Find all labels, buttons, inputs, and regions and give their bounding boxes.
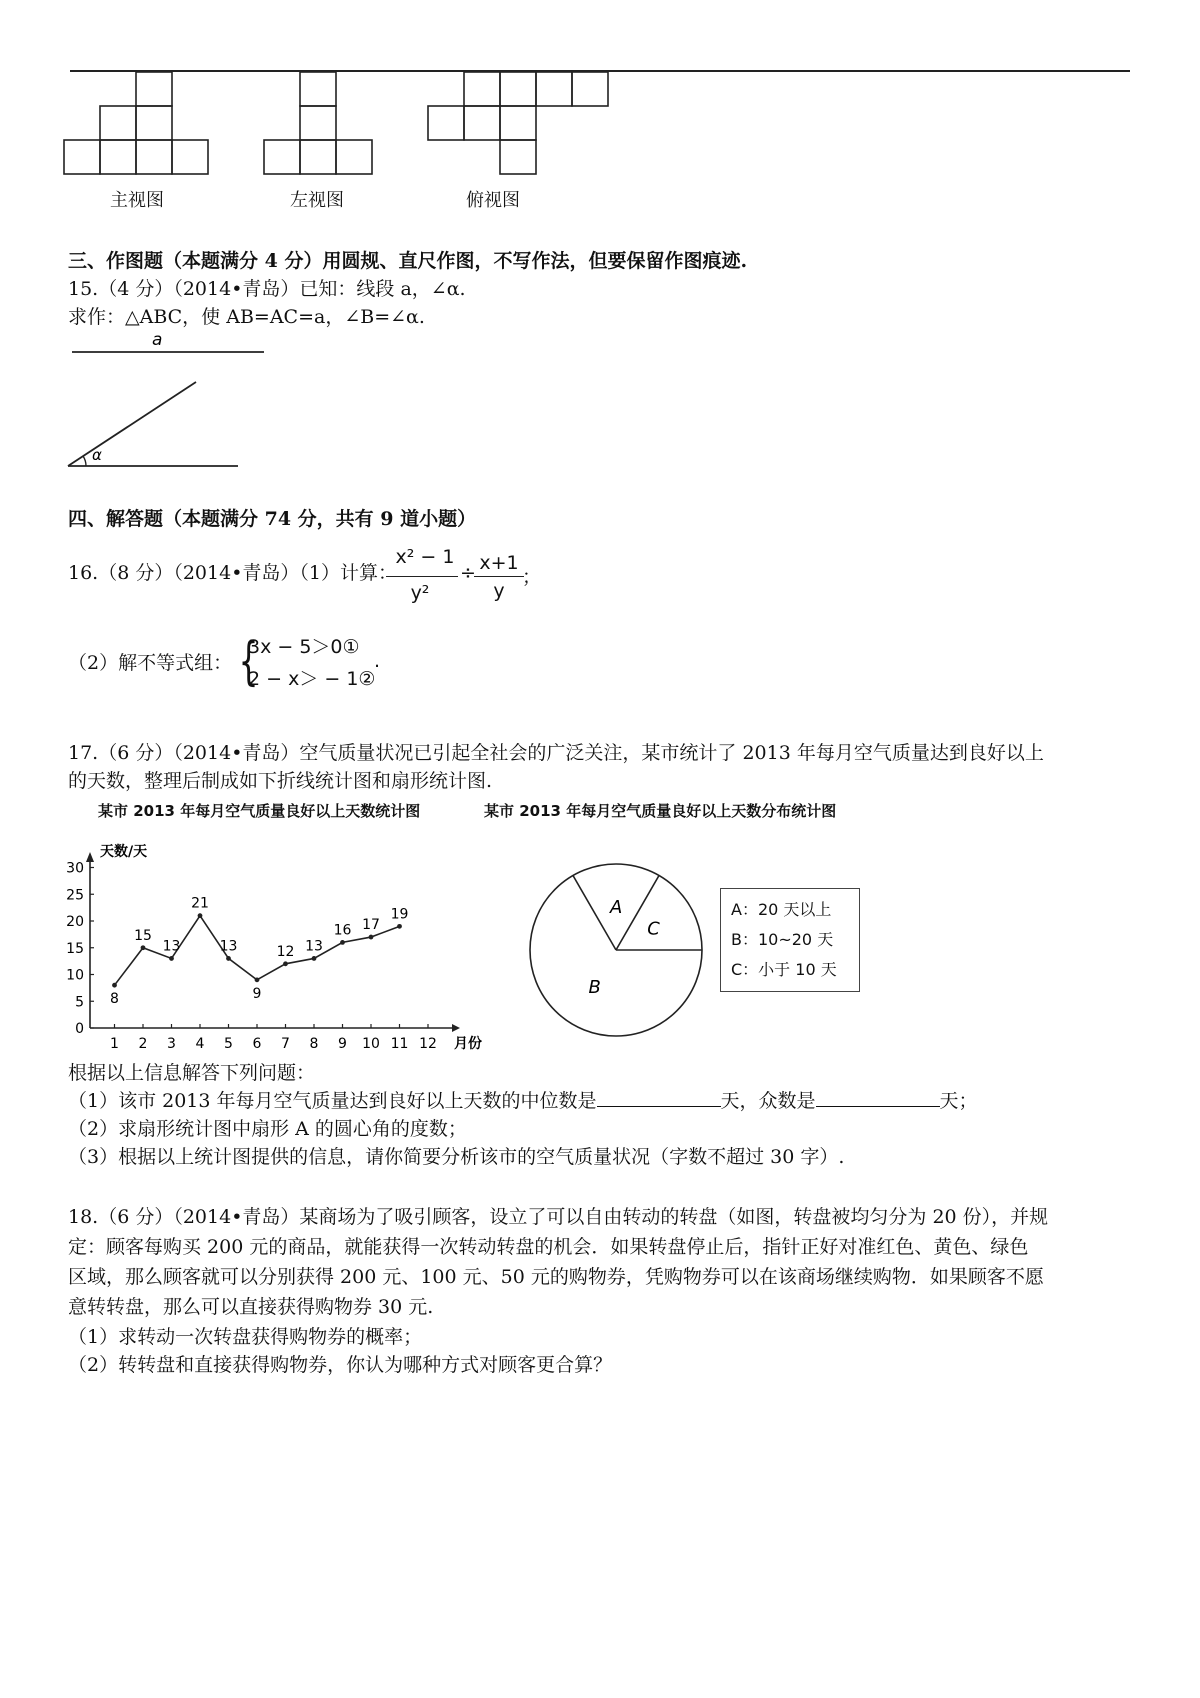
q18-line4: 意转转盘，那么可以直接获得购物券 30 元.: [68, 1296, 434, 1318]
q16-part2: （2）解不等式组：: [68, 652, 233, 674]
data-label: 8: [110, 991, 119, 1008]
q16-ineq2: 2 − x＞ − 1②: [248, 668, 376, 690]
pie-chart-title: 某市 2013 年每月空气质量良好以上天数分布统计图: [484, 802, 837, 820]
angle-label: α: [92, 446, 102, 464]
q18-sub2: （2）转转盘和直接获得购物券，你认为哪种方式对顾客更合算？: [68, 1354, 613, 1376]
x-tick-label: 10: [362, 1036, 380, 1052]
series-line: [115, 916, 400, 986]
q16-ineq1: 3x − 5＞0①: [248, 636, 360, 658]
front-view-label: 主视图: [110, 190, 164, 211]
data-point: [369, 935, 374, 940]
data-label: 9: [252, 985, 262, 1002]
q18-line2: 定：顾客每购买 200 元的商品，就能获得一次转动转盘的机会．如果转盘停止后，指针正好对准红色、黄色、绿色: [68, 1236, 1029, 1258]
data-label: 15: [134, 927, 152, 944]
left-view-grid: [264, 72, 372, 174]
data-point: [226, 956, 231, 961]
y-tick-label: 5: [75, 994, 84, 1011]
q17-sub1-a: （1）该市 2013 年每月空气质量达到良好以上天数的中位数是: [68, 1090, 597, 1112]
left-view-label: 左视图: [290, 190, 344, 211]
q16-frac1-bar: [386, 576, 458, 577]
q16-div-sign: ÷: [460, 562, 476, 584]
x-tick-label: 2: [138, 1036, 148, 1052]
x-tick-label: 3: [167, 1036, 176, 1052]
y-tick-label: 0: [75, 1021, 84, 1037]
front-view-grid: [64, 72, 208, 174]
q15-line2: 求作：△ABC，使 AB=AC=a，∠B=∠α.: [68, 306, 425, 328]
line-chart: [60, 838, 500, 1058]
q17-sub1-c: 天；: [939, 1090, 978, 1112]
line-chart-title: 某市 2013 年每月空气质量良好以上天数统计图: [98, 802, 421, 820]
legend-item-b: B：10~20 天: [731, 930, 834, 949]
q16-period: .: [374, 650, 381, 672]
data-label: 13: [219, 938, 238, 955]
q16-brace: {: [238, 632, 259, 692]
y-tick-label: 25: [66, 887, 84, 904]
data-point: [340, 940, 345, 945]
q16-part1: 16.（8 分）（2014•青岛）（1）计算：: [68, 562, 397, 584]
data-point: [283, 961, 288, 966]
q18-sub1: （1）求转动一次转盘获得购物券的概率；: [68, 1326, 423, 1348]
pie-slice-label: A: [610, 897, 623, 918]
pie-legend: [720, 888, 860, 992]
angle-ray-top: [68, 382, 196, 466]
angle-arc: [83, 456, 86, 466]
section3-heading: 三、作图题（本题满分 4 分）用圆规、直尺作图，不写作法，但要保留作图痕迹.: [68, 250, 748, 272]
x-axis-label: 月份: [454, 1036, 482, 1052]
x-tick-label: 4: [195, 1036, 205, 1052]
data-point: [112, 983, 117, 988]
y-tick-label: 10: [66, 967, 84, 984]
mode-blank[interactable]: [816, 1088, 940, 1107]
q16-frac2-bar: [474, 576, 524, 577]
q17-sub1: [68, 1088, 978, 1114]
data-label: 12: [276, 943, 295, 960]
q17-after: 根据以上信息解答下列问题：: [68, 1062, 316, 1084]
data-label: 19: [390, 906, 409, 923]
pie-slice-label: C: [647, 918, 660, 940]
q15-figure: [60, 330, 290, 480]
segment-a-label: a: [152, 330, 163, 350]
q15-line1: 15.（4 分）（2014•青岛）已知：线段 a，∠α.: [68, 278, 466, 300]
median-blank[interactable]: [597, 1088, 721, 1107]
data-label: 17: [362, 917, 380, 934]
q18-line1: 18.（6 分）（2014•青岛）某商场为了吸引顾客，设立了可以自由转动的转盘（如图，转盘被均匀分为 20 份），并规: [68, 1206, 1049, 1228]
y-tick-label: 20: [66, 914, 84, 930]
q17-line1: 17.（6 分）（2014•青岛）空气质量状况已引起全社会的广泛关注，某市统计了 2013 年每月空气质量达到良好以上: [68, 742, 1044, 764]
x-tick-label: 1: [110, 1036, 119, 1052]
pie-slice-label: B: [588, 977, 601, 999]
x-tick-label: 11: [390, 1036, 409, 1052]
x-tick-label: 7: [281, 1036, 290, 1052]
y-axis-arrow: [86, 852, 94, 862]
data-point: [141, 945, 146, 950]
q17-sub2: （2）求扇形统计图中扇形 A 的圆心角的度数；: [68, 1118, 467, 1140]
legend-item-c: C：小于 10 天: [731, 960, 837, 979]
data-label: 16: [333, 922, 352, 939]
data-label: 13: [162, 938, 181, 955]
q16-frac2-den: y: [493, 580, 505, 602]
x-tick-label: 12: [419, 1036, 437, 1052]
data-label: 21: [191, 895, 209, 912]
pie-chart: [520, 860, 720, 1050]
data-point: [312, 956, 317, 961]
x-tick-label: 8: [309, 1036, 319, 1052]
x-tick-label: 5: [224, 1036, 233, 1052]
q17-line2: 的天数，整理后制成如下折线统计图和扇形统计图.: [68, 770, 493, 792]
data-point: [255, 977, 260, 982]
y-tick-label: 30: [66, 860, 84, 877]
q16-semicolon: ；: [522, 566, 542, 588]
q18-line3: 区域，那么顾客就可以分别获得 200 元、100 元、50 元的购物券，凭购物券可以在该商场继续购物．如果顾客不愿: [68, 1266, 1044, 1288]
top-view-grid: [428, 72, 608, 174]
q16-frac1-num: x² − 1: [395, 546, 455, 568]
q17-sub1-b: 天，众数是: [720, 1090, 816, 1112]
section4-heading: 四、解答题（本题满分 74 分，共有 9 道小题）: [68, 508, 477, 530]
q16-frac2-num: x+1: [479, 552, 519, 574]
data-point: [198, 913, 203, 918]
legend-item-a: A：20 天以上: [731, 900, 832, 919]
data-point: [169, 956, 174, 961]
x-tick-label: 9: [338, 1036, 347, 1052]
q17-sub3: （3）根据以上统计图提供的信息，请你简要分析该市的空气质量状况（字数不超过 30 字）.: [68, 1146, 845, 1168]
data-point: [397, 924, 402, 929]
top-view-label: 俯视图: [466, 190, 520, 211]
y-tick-label: 15: [66, 940, 84, 957]
y-axis-label: 天数/天: [100, 844, 148, 860]
q16-frac1-den: y²: [410, 582, 430, 604]
x-tick-label: 6: [252, 1036, 262, 1052]
x-axis-arrow: [452, 1024, 460, 1032]
data-label: 13: [305, 938, 323, 955]
